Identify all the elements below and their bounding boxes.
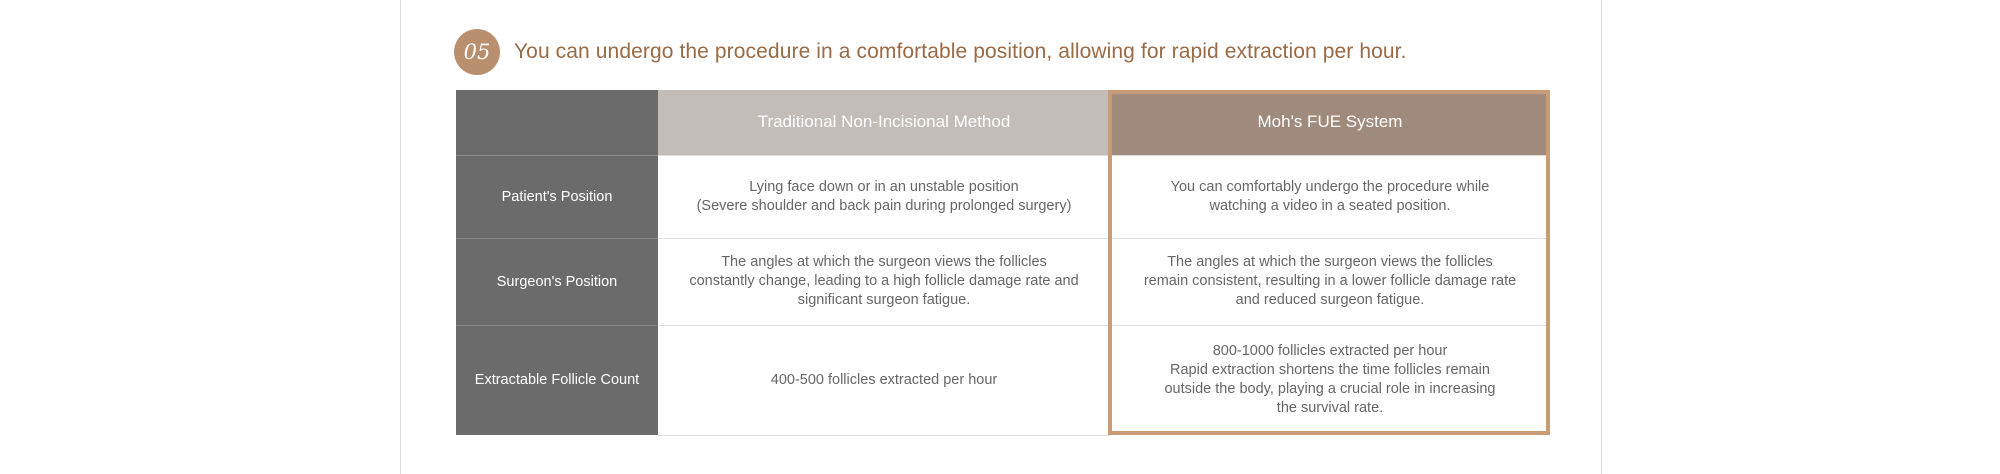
section-heading	[454, 28, 1407, 76]
traditional-cell: 400-500 follicles extracted per hour	[658, 325, 1110, 435]
moh-cell: You can comfortably undergo the procedure while watching a video in a seated position.	[1110, 155, 1550, 238]
step-number-badge: 05	[454, 29, 500, 75]
comparison-table	[456, 90, 1550, 436]
section-title: You can undergo the procedure in a comfortable position, allowing for rapid extraction per hour.	[514, 40, 1407, 63]
traditional-method-header: Traditional Non-Incisional Method	[658, 90, 1110, 155]
row-label-surgeon-position: Surgeon's Position	[456, 238, 658, 325]
moh-cell: 800-1000 follicles extracted per hour Rapid extraction shortens the time follicles remain outside the body, playing a crucial role in increasing the survival rate.	[1110, 325, 1550, 435]
table-header-row	[456, 90, 1550, 155]
traditional-cell: The angles at which the surgeon views the follicles constantly change, leading to a high follicle damage rate and significant surgeon fatigue.	[658, 238, 1110, 325]
moh-cell: The angles at which the surgeon views the follicles remain consistent, resulting in a lower follicle damage rate and reduced surgeon fatigue.	[1110, 238, 1550, 325]
row-label-patient-position: Patient's Position	[456, 155, 658, 238]
table-row	[456, 325, 1550, 435]
table-row	[456, 155, 1550, 238]
table-row	[456, 238, 1550, 325]
row-label-follicle-count: Extractable Follicle Count	[456, 325, 658, 435]
traditional-cell: Lying face down or in an unstable position (Severe shoulder and back pain during prolonged surgery)	[658, 155, 1110, 238]
moh-fue-header: Moh's FUE System	[1110, 90, 1550, 155]
corner-header-cell	[456, 90, 658, 155]
